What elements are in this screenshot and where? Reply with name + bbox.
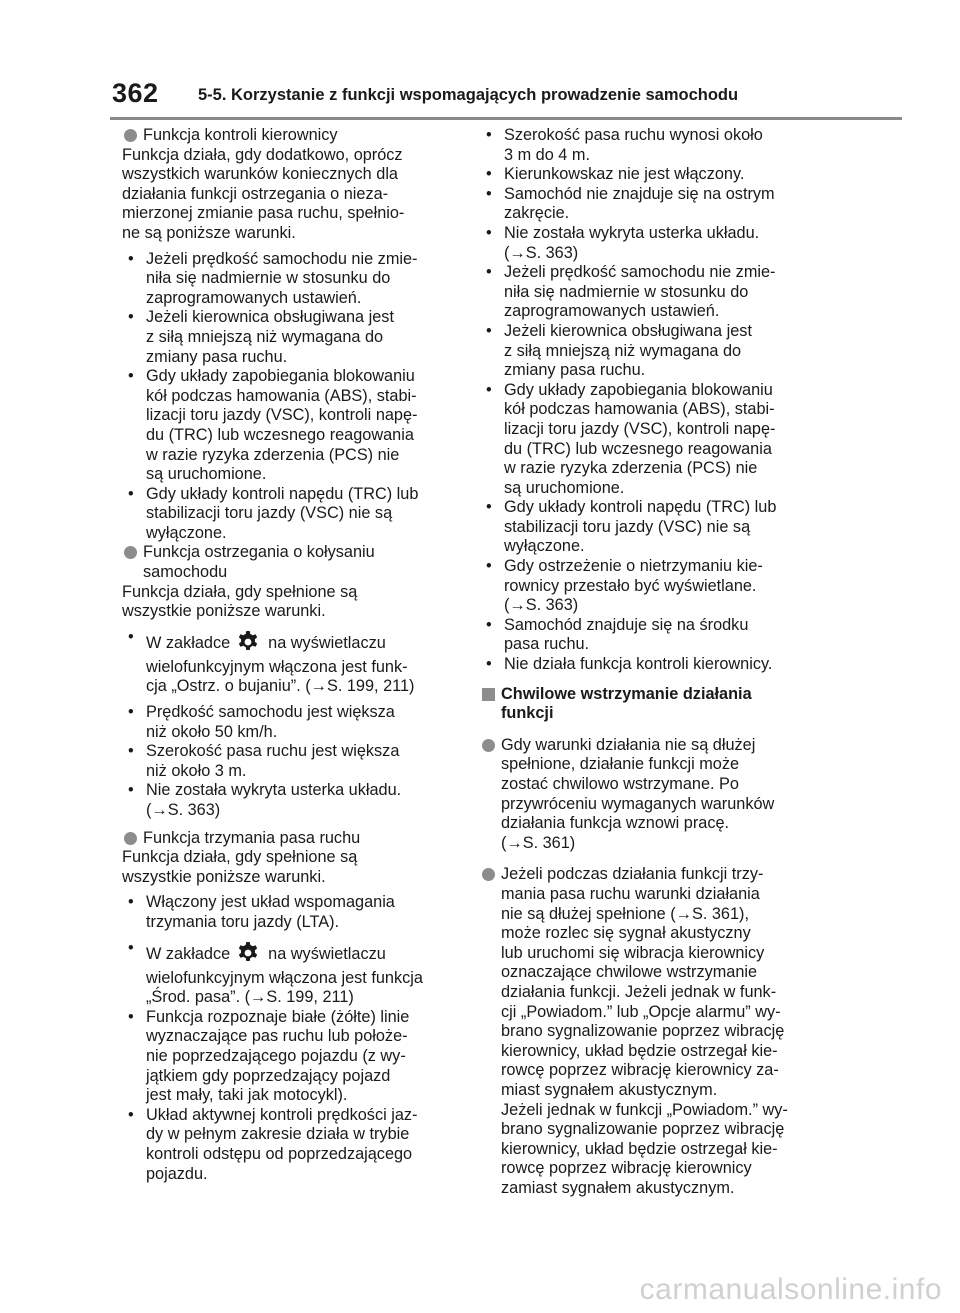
right-column xyxy=(480,126,814,1198)
subheading-sway-warning: Funkcja ostrzegania o kołysaniu samochodu xyxy=(122,543,456,582)
header-divider xyxy=(110,117,902,120)
list-item: • Nie została wykryta usterka układu. (→S. 363) xyxy=(480,224,814,263)
gear-icon xyxy=(236,630,260,654)
circle-bullet-icon xyxy=(124,832,137,845)
conditions-list xyxy=(122,250,456,544)
left-column xyxy=(122,126,456,1184)
watermark: carmanualsonline.info xyxy=(639,1273,942,1306)
list-item: • Gdy układy kontroli napędu (TRC) lub stabilizacji toru jazdy (VSC) nie są wyłączone. xyxy=(480,498,814,557)
page-number: 362 xyxy=(112,78,159,108)
list-item: • Prędkość samochodu jest większa niż około 50 km/h. xyxy=(122,703,456,742)
bullet-paragraph: Gdy warunki działania nie są dłużej spełnione, działanie funkcji może zostać chwilowo wstrzymane. Po przywróceniu wymaganych warunków działania funkcja wznowi pracę. (→S. 361) xyxy=(480,736,814,854)
gear-icon xyxy=(236,941,260,965)
square-marker-icon xyxy=(482,688,495,701)
list-item: • W zakładce na wyświetlaczu wielofunkcyjnym włączona jest funkcja „Środ. pasa”. (→S. 199, 211) xyxy=(122,939,456,1008)
paragraph: Funkcja działa, gdy spełnione są wszystkie poniższe warunki. xyxy=(122,582,358,621)
bullet-paragraph: Jeżeli podczas działania funkcji trzy- mania pasa ruchu warunki działania nie są dłużej spełnione (→S. 361), może rozlec się sygnał akustyczny lub uruchomi się wibracja kierownicy oznaczające chwilowe wstrzymanie działania funkcji. Jeżeli jednak w funk- cji „Powiadom.” lub „Opcje alarmu” wy- brano sygnalizowanie poprzez wibrację kierownicy, układ będzie ostrzegał kie- rowcę poprzez wibrację kierownicy za- miast sygnałem akustycznym. xyxy=(480,865,814,1100)
list-item: • Gdy układy kontroli napędu (TRC) lub stabilizacji toru jazdy (VSC) nie są wyłączone. xyxy=(122,485,456,544)
circle-bullet-icon xyxy=(482,739,495,752)
list-item: • Gdy układy zapobiegania blokowaniu kół podczas hamowania (ABS), stabi- lizacji toru jazdy (VSC), kontroli napę- du (TRC) lub wczesnego reagowania w razie ryzyka zderzenia (PCS) nie są uruchomione. xyxy=(480,381,814,499)
list-item: • Gdy układy zapobiegania blokowaniu kół podczas hamowania (ABS), stabi- lizacji toru jazdy (VSC), kontroli napę- du (TRC) lub wczesnego reagowania w razie ryzyka zderzenia (PCS) nie są uruchomione. xyxy=(122,367,456,485)
list-item: • Jeżeli kierownica obsługiwana jest z siłą mniejszą niż wymagana do zmiany pasa ruchu. xyxy=(122,308,456,367)
conditions-list xyxy=(480,126,814,675)
conditions-list xyxy=(122,703,456,821)
list-item: • Jeżeli prędkość samochodu nie zmie- niła się nadmiernie w stosunku do zaprogramowanych ustawień. xyxy=(480,263,814,322)
circle-bullet-icon xyxy=(124,546,137,559)
paragraph: Funkcja działa, gdy dodatkowo, oprócz wszystkich warunków koniecznych dla działania funkcji ostrzegania o nieza- mierzonej zmianie pasa ruchu, spełnio- ne są poniższe warunki. xyxy=(122,145,405,242)
paragraph: Funkcja działa, gdy spełnione są wszystkie poniższe warunki. xyxy=(122,848,358,886)
list-item: • Włączony jest układ wspomagania trzymania toru jazdy (LTA). xyxy=(122,893,456,932)
list-item: • Jeżeli kierownica obsługiwana jest z siłą mniejszą niż wymagana do zmiany pasa ruchu. xyxy=(480,322,814,381)
subheading-lane-keeping: Funkcja trzymania pasa ruchu xyxy=(122,829,456,849)
list-item: • Samochód znajduje się na środku pasa ruchu. xyxy=(480,616,814,655)
list-item: • W zakładce na wyświetlaczu wielofunkcyjnym włączona jest funk- cja „Ostrz. o bujaniu”. (→S. 199, 211) xyxy=(122,628,456,697)
conditions-list xyxy=(122,893,456,932)
list-item: • Szerokość pasa ruchu wynosi około 3 m do 4 m. xyxy=(480,126,814,165)
list-item: • Kierunkowskaz nie jest włączony. xyxy=(480,165,814,185)
circle-bullet-icon xyxy=(124,129,137,142)
list-item: • Funkcja rozpoznaje białe (żółte) linie wyznaczające pas ruchu lub położe- nie poprzedzającego pojazdu (z wy- jątkiem gdy poprzedzający pojazd jest mały, taki jak motocykl). xyxy=(122,1008,456,1106)
list-item: • Gdy ostrzeżenie o nietrzymaniu kie- rownicy przestało być wyświetlane. (→S. 363) xyxy=(480,557,814,616)
subheading-temporary-suspension: Chwilowe wstrzymanie działania funkcji xyxy=(480,685,814,724)
list-item: • Szerokość pasa ruchu jest większa niż około 3 m. xyxy=(122,742,456,781)
conditions-list xyxy=(122,628,456,697)
list-item: • Układ aktywnej kontroli prędkości jaz- dy w pełnym zakresie działa w trybie kontroli odstępu od poprzedzającego pojazdu. xyxy=(122,1106,456,1184)
circle-bullet-icon xyxy=(482,868,495,881)
page-header xyxy=(110,74,910,114)
section-title: 5-5. Korzystanie z funkcji wspomagających prowadzenie samochodu xyxy=(198,86,739,104)
list-item: • Jeżeli prędkość samochodu nie zmie- niła się nadmiernie w stosunku do zaprogramowanych ustawień. xyxy=(122,250,456,309)
bullet-subparagraph: Jeżeli jednak w funkcji „Powiadom.” wy- brano sygnalizowanie poprzez wibrację kierownicy, układ będzie ostrzegał kie- rowcę poprzez wibrację kierownicy zamiast sygnałem akustycznym. xyxy=(501,1100,788,1197)
list-item: • Samochód nie znajduje się na ostrym zakręcie. xyxy=(480,185,814,224)
subheading-steering-control: Funkcja kontroli kierownicy xyxy=(122,126,456,146)
list-item: • Nie została wykryta usterka układu. (→S. 363) xyxy=(122,781,456,820)
list-item: • Nie działa funkcja kontroli kierownicy. xyxy=(480,655,814,675)
conditions-list xyxy=(122,939,456,1185)
